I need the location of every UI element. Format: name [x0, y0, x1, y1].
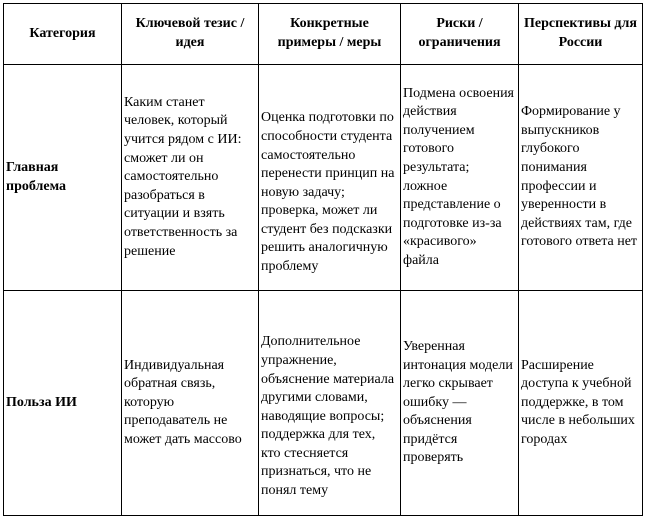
header-examples: Конкретные примеры / меры — [259, 4, 401, 65]
row-prospects: Формирование у выпускников глубокого понимания профессии и уверенности в действиях там, где готового ответа нет — [519, 65, 643, 291]
row-examples-text: Дополнительное упражнение, объяснение материала другими словами, наводящие вопросы; поддержка для тех, кто стесняется признаться, что не понял тему — [261, 334, 395, 499]
row-thesis: Каким станет человек, который учится рядом с ИИ: сможет ли он самостоятельно разобраться в ситуации и взять ответственность за решение — [122, 65, 259, 291]
row-prospects: Расширение доступа к учебной поддержке, в том числе в небольших городах — [519, 291, 643, 516]
table-row — [4, 65, 643, 291]
row-thesis: Индивидуальная обратная связь, которую преподаватель не может дать массово — [122, 291, 259, 516]
comparison-table — [3, 3, 643, 516]
row-category: Польза ИИ — [4, 291, 122, 516]
header-category: Категория — [4, 4, 122, 65]
table-row — [4, 291, 643, 516]
row-examples — [259, 291, 401, 516]
header-thesis: Ключевой тезис / идея — [122, 4, 259, 65]
row-examples — [259, 65, 401, 291]
row-category: Главная проблема — [4, 65, 122, 291]
header-prospects: Перспективы для России — [519, 4, 643, 65]
row-risks: Подмена освоения действия получением готового результата; ложное представление о подготовке из-за «красивого» файла — [401, 65, 519, 291]
row-examples-text: Оценка подготовки по способности студента самостоятельно перенести принцип на новую задачу; проверка, может ли студент без подсказки решить аналогичную проблему — [261, 110, 395, 275]
header-risks: Риски / ограничения — [401, 4, 519, 65]
row-risks: Уверенная интонация модели легко скрывает ошибку — объяснения придётся проверять — [401, 291, 519, 516]
header-row — [4, 4, 643, 65]
